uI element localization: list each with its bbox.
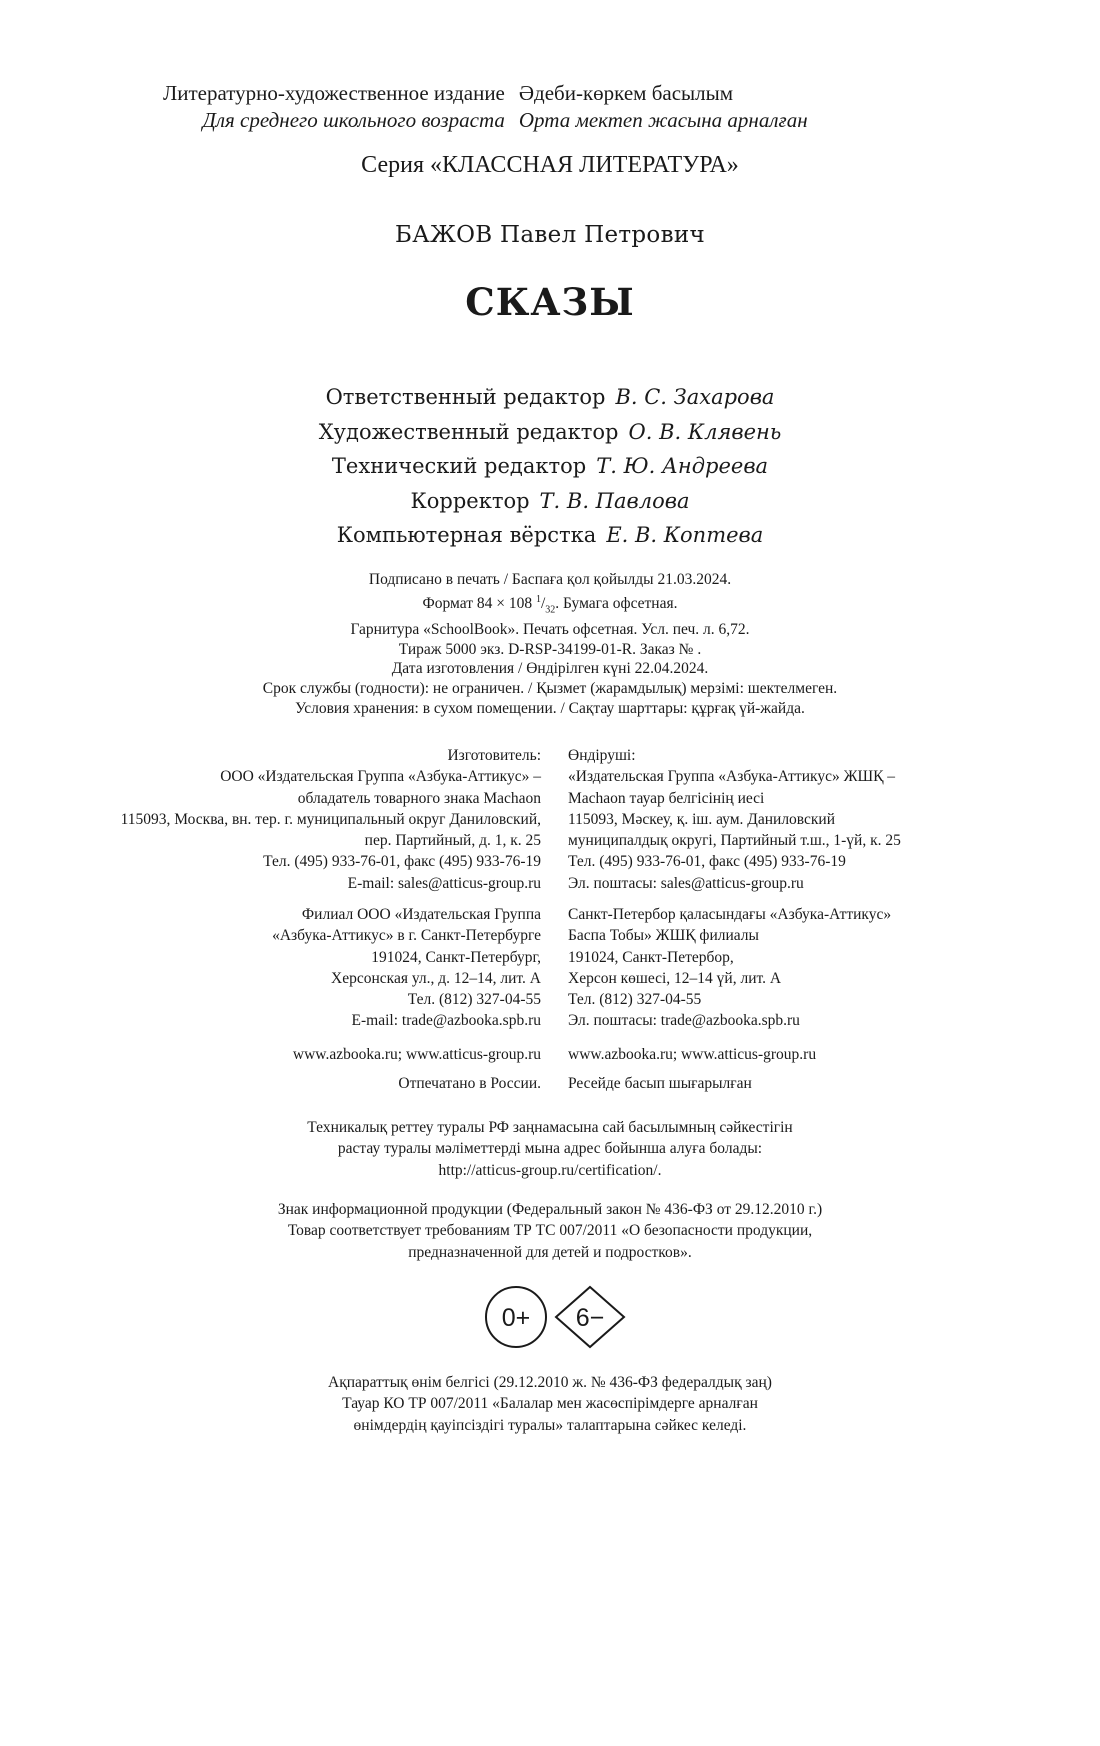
manufacturer-kz-line: Тел. (495) 933-76-01, факс (495) 933-76-19	[568, 853, 846, 871]
age-rating-marks	[0, 1285, 1100, 1349]
websites-ru: www.azbooka.ru; www.atticus-group.ru	[292, 1046, 541, 1063]
printed-kz: Ресейде басып шығарылған	[568, 1075, 752, 1092]
branch-ru-line: 191024, Санкт-Петербург,	[371, 948, 541, 966]
info-sign-ru-line: Знак информационной продукции (Федеральный закон № 436-ФЗ от 29.12.2010 г.)	[277, 1201, 823, 1218]
signed-date: Подписано в печать / Баспаға қол қойылды 21.03.2024.	[368, 571, 732, 588]
manufacturer-ru-line: обладатель товарного знака Machaon	[297, 789, 541, 807]
manufacturer-ru-line: ООО «Издательская Группа «Азбука-Аттикус» –	[220, 768, 541, 786]
branch-ru-line: Херсонская ул., д. 12–14, лит. А	[331, 969, 541, 987]
credits-list	[0, 380, 1100, 553]
credit-role: Технический редактор	[331, 454, 587, 478]
branch-kz-line: Эл. поштасы: trade@azbooka.spb.ru	[568, 1012, 800, 1030]
info-sign-ru-line: Товар соответствует требованиям ТР ТС 007/2011 «О безопасности продукции,	[287, 1222, 813, 1240]
genre-kz: Әдеби-көркем басылым	[518, 81, 734, 105]
service-life: Срок службы (годности): не ограничен. / Қызмет (жарамдылық) мерзімі: шектелмеген.	[262, 680, 838, 698]
branch-ru-line: Филиал ООО «Издательская Группа	[301, 906, 541, 923]
credit-line	[0, 415, 1100, 450]
author-name: БАЖОВ Павел Петрович	[395, 222, 705, 248]
print-run-line: Тираж 5000 экз. D-RSP-34199-01-R. Заказ № .	[398, 640, 702, 658]
credit-role: Корректор	[410, 488, 530, 513]
print-details	[0, 570, 1100, 719]
manufacturer-ru-line: 115093, Москва, вн. тер. г. муниципальный округ Даниловский,	[120, 810, 541, 828]
manufacturer-kz-line: Эл. поштасы: sales@atticus-group.ru	[568, 874, 804, 892]
manufacturer-kz-line: 115093, Мәскеу, қ. іш. аум. Даниловский	[568, 810, 836, 828]
certification-line: Техникалық реттеу туралы РФ заңнамасына сай басылымның сәйкестігін	[307, 1119, 793, 1136]
branch-block	[0, 904, 1100, 1032]
typeface-line: Гарнитура «SchoolBook». Печать офсетная. Усл. печ. л. 6,72.	[350, 620, 750, 638]
certification-url: http://atticus-group.ru/certification/.	[438, 1161, 662, 1179]
branch-kz-line: Баспа Тобы» ЖШҚ филиалы	[568, 927, 759, 945]
genre-ru: Литературно-художественное издание	[163, 81, 505, 105]
info-sign-kz	[0, 1372, 1100, 1436]
branch-kz-line: Санкт-Петербор қаласындағы «Азбука-Аттикус»	[568, 906, 892, 923]
credit-role: Компьютерная вёрстка	[336, 523, 597, 547]
branch-kz-line: Херсон көшесі, 12–14 үй, лит. А	[568, 969, 782, 987]
certification-line: растау туралы мәліметтерді мына адрес бойынша алуға болады:	[337, 1140, 763, 1158]
credit-name: Е. В. Коптева	[606, 523, 764, 547]
printed-row	[0, 1073, 1100, 1094]
credit-name: Т. Ю. Андреева	[596, 454, 769, 478]
credit-name: В. С. Захарова	[615, 385, 775, 409]
manufacturer-ru-line: Изготовитель:	[447, 747, 541, 764]
format-suffix: . Бумага офсетная.	[555, 594, 678, 612]
printed-ru: Отпечатано в России.	[398, 1075, 541, 1092]
manufacturer-block	[0, 745, 1100, 894]
credit-line	[0, 449, 1100, 484]
manufacturer-kz-line: муниципалдық округі, Партийный т.ш., 1-үй, к. 25	[568, 832, 901, 850]
manufacturer-ru-line: Тел. (495) 933-76-01, факс (495) 933-76-19	[263, 853, 541, 871]
info-sign-kz-line: өнімдердің қауіпсіздігі туралы» талаптарына сәйкес келеді.	[353, 1416, 747, 1434]
branch-ru-line: E-mail: trade@azbooka.spb.ru	[351, 1012, 541, 1030]
credit-name: О. В. Клявень	[628, 419, 782, 444]
series-title: Серия «КЛАССНАЯ ЛИТЕРАТУРА»	[361, 152, 739, 178]
credit-line	[0, 380, 1100, 415]
branch-kz-line: 191024, Санкт-Петербор,	[568, 948, 734, 966]
info-sign-kz-line: Ақпараттық өнім белгісі (29.12.2010 ж. № 436-ФЗ федералдық заң)	[328, 1374, 772, 1391]
certification-note	[0, 1117, 1100, 1181]
info-sign-kz-line: Тауар КО ТР 007/2011 «Балалар мен жасөспірімдерге арналған	[342, 1395, 758, 1413]
format-denominator: 32	[545, 604, 556, 616]
credit-line	[0, 484, 1100, 519]
manufacturer-kz-line: Machaon тауар белгісінің иесі	[568, 789, 765, 807]
branch-ru-line: «Азбука-Аттикус» в г. Санкт-Петербурге	[272, 927, 541, 945]
age-rating-svg	[0, 1285, 1100, 1349]
age-diamond-label: 6−	[575, 1304, 605, 1332]
manufacturer-kz-line: Өндіруші:	[568, 747, 636, 764]
manufacturer-kz-line: «Издательская Группа «Азбука-Аттикус» ЖШҚ –	[568, 768, 896, 786]
genre-block	[163, 80, 808, 134]
branch-ru-line: Тел. (812) 327-04-55	[407, 991, 541, 1009]
format-line: Формат 84 × 108 $^1/_{32}$. Бумага офсетная.	[422, 593, 678, 616]
manufacturer-ru-line: пер. Партийный, д. 1, к. 25	[364, 832, 541, 850]
credit-line	[0, 518, 1100, 553]
credit-role: Ответственный редактор	[325, 385, 606, 409]
websites-row	[0, 1044, 1100, 1065]
credit-name: Т. В. Павлова	[539, 488, 690, 513]
branch-kz-line: Тел. (812) 327-04-55	[568, 991, 702, 1009]
book-title: СКАЗЫ	[465, 280, 635, 324]
age-kz: Орта мектеп жасына арналған	[518, 108, 808, 132]
credit-role: Художественный редактор	[318, 419, 619, 444]
info-sign-ru-line: предназначенной для детей и подростков».	[408, 1243, 692, 1261]
manufacturer-ru-line: E-mail: sales@atticus-group.ru	[347, 874, 541, 892]
format-prefix: Формат 84 × 108	[422, 594, 533, 612]
storage-conditions: Условия хранения: в сухом помещении. / Сақтау шарттары: құрғақ үй-жайда.	[295, 700, 805, 718]
websites-kz: www.azbooka.ru; www.atticus-group.ru	[568, 1046, 817, 1063]
age-circle-label: 0+	[501, 1304, 531, 1332]
age-ru: Для среднего школьного возраста	[202, 108, 505, 132]
manufacture-date: Дата изготовления / Өндірілген күні 22.04.2024.	[391, 660, 709, 678]
format-numerator: 1	[535, 593, 541, 605]
info-sign-ru	[0, 1199, 1100, 1263]
